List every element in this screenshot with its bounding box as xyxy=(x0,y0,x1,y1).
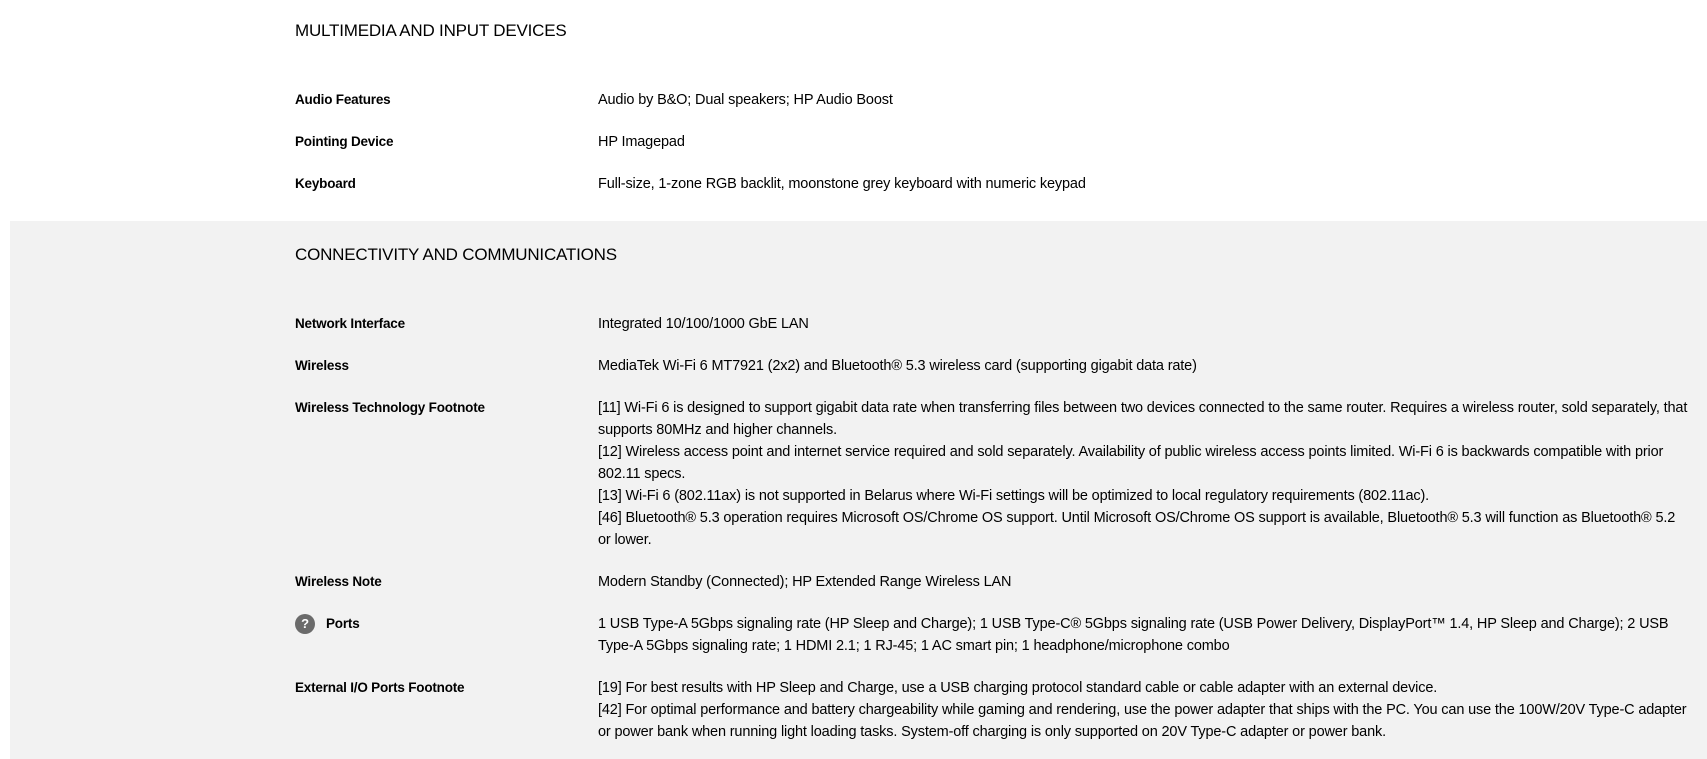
connectivity-spec-list xyxy=(295,313,1691,743)
spec-value-wireless: MediaTek Wi-Fi 6 MT7921 (2x2) and Bluetooth® 5.3 wireless card (supporting gigabit data rate) xyxy=(598,358,1197,374)
spec-value-keyboard: Full-size, 1-zone RGB backlit, moonstone grey keyboard with numeric keypad xyxy=(598,176,1086,192)
spec-row-pointing-device xyxy=(295,131,1691,173)
footnote-line-12: [12] Wireless access point and internet service required and sold separately. Availability of public wireless access points limited. Wi-Fi 6 is backwards compatible with prior 802.11 specs. xyxy=(598,444,1664,482)
spec-row-keyboard xyxy=(295,173,1691,215)
help-icon[interactable]: ? xyxy=(295,614,315,634)
footnote-line-46: [46] Bluetooth® 5.3 operation requires Microsoft OS/Chrome OS support. Until Microsoft OS/Chrome OS support is available, Bluetooth® 5.3 will function as Bluetooth® 5.2 or lower. xyxy=(598,510,1676,548)
footnote-line-19: [19] For best results with HP Sleep and Charge, use a USB charging protocol standard cable or cable adapter with an external device. xyxy=(598,680,1438,696)
connectivity-spec-list-wrap xyxy=(295,313,1691,743)
multimedia-section-inner xyxy=(295,20,1691,42)
connectivity-section-inner xyxy=(295,244,1691,266)
spec-value-external-io-ports-footnote xyxy=(598,677,1691,743)
spec-row-wireless xyxy=(295,355,1691,397)
spec-label-wireless-note: Wireless Note xyxy=(295,574,382,589)
footnote-line-42: [42] For optimal performance and battery chargeability while gaming and rendering, use the power adapter that ships with the PC. You can use the 100W/20V Type-C adapter or power bank when running light loading tasks. System-off charging is only supported on 20V Type-C adapter or power bank. xyxy=(598,702,1687,740)
spec-value-pointing-device: HP Imagepad xyxy=(598,134,685,150)
spec-row-audio-features xyxy=(295,89,1691,131)
connectivity-section xyxy=(0,221,1707,759)
spec-label-keyboard: Keyboard xyxy=(295,176,356,191)
spec-value-audio-features: Audio by B&O; Dual speakers; HP Audio Boost xyxy=(598,92,893,108)
multimedia-spec-list xyxy=(295,89,1691,215)
footnote-line-11: [11] Wi-Fi 6 is designed to support gigabit data rate when transferring files between two devices connected to the same router. Requires a wireless router, sold separately, that supports 80MHz and higher channels. xyxy=(598,400,1688,438)
spec-row-ports xyxy=(295,613,1691,677)
spec-value-wireless-technology-footnote xyxy=(598,397,1691,551)
spec-label-network-interface: Network Interface xyxy=(295,316,405,331)
spec-label-wireless: Wireless xyxy=(295,358,349,373)
spec-label-ports: Ports xyxy=(326,616,360,631)
spec-row-wireless-technology-footnote xyxy=(295,397,1691,571)
spec-row-wireless-note xyxy=(295,571,1691,613)
spec-row-external-io-ports-footnote xyxy=(295,677,1691,743)
spec-value-wireless-note: Modern Standby (Connected); HP Extended Range Wireless LAN xyxy=(598,574,1012,590)
spec-value-network-interface: Integrated 10/100/1000 GbE LAN xyxy=(598,316,809,332)
spec-value-ports: 1 USB Type-A 5Gbps signaling rate (HP Sleep and Charge); 1 USB Type-C® 5Gbps signaling rate (USB Power Delivery, DisplayPort™ 1.4, HP Sleep and Charge); 2 USB Type-A 5Gbps signaling rate; 1 HDMI 2.1; 1 RJ-45; 1 AC smart pin; 1 headphone/microphone combo xyxy=(598,616,1669,654)
spec-row-network-interface xyxy=(295,313,1691,355)
spec-label-pointing-device: Pointing Device xyxy=(295,134,394,149)
connectivity-section-title: CONNECTIVITY AND COMMUNICATIONS xyxy=(295,245,617,264)
spec-label-external-io-ports-footnote: External I/O Ports Footnote xyxy=(295,680,465,695)
multimedia-spec-list-wrap xyxy=(295,89,1691,215)
spec-label-audio-features: Audio Features xyxy=(295,92,391,107)
multimedia-section-title: MULTIMEDIA AND INPUT DEVICES xyxy=(295,21,567,40)
spec-label-ports-wrap xyxy=(295,613,598,635)
spec-label-wireless-technology-footnote: Wireless Technology Footnote xyxy=(295,400,485,415)
footnote-line-13: [13] Wi-Fi 6 (802.11ax) is not supported in Belarus where Wi-Fi settings will be optimized to local regulatory requirements (802.11ac). xyxy=(598,488,1430,504)
multimedia-section xyxy=(0,0,1707,221)
